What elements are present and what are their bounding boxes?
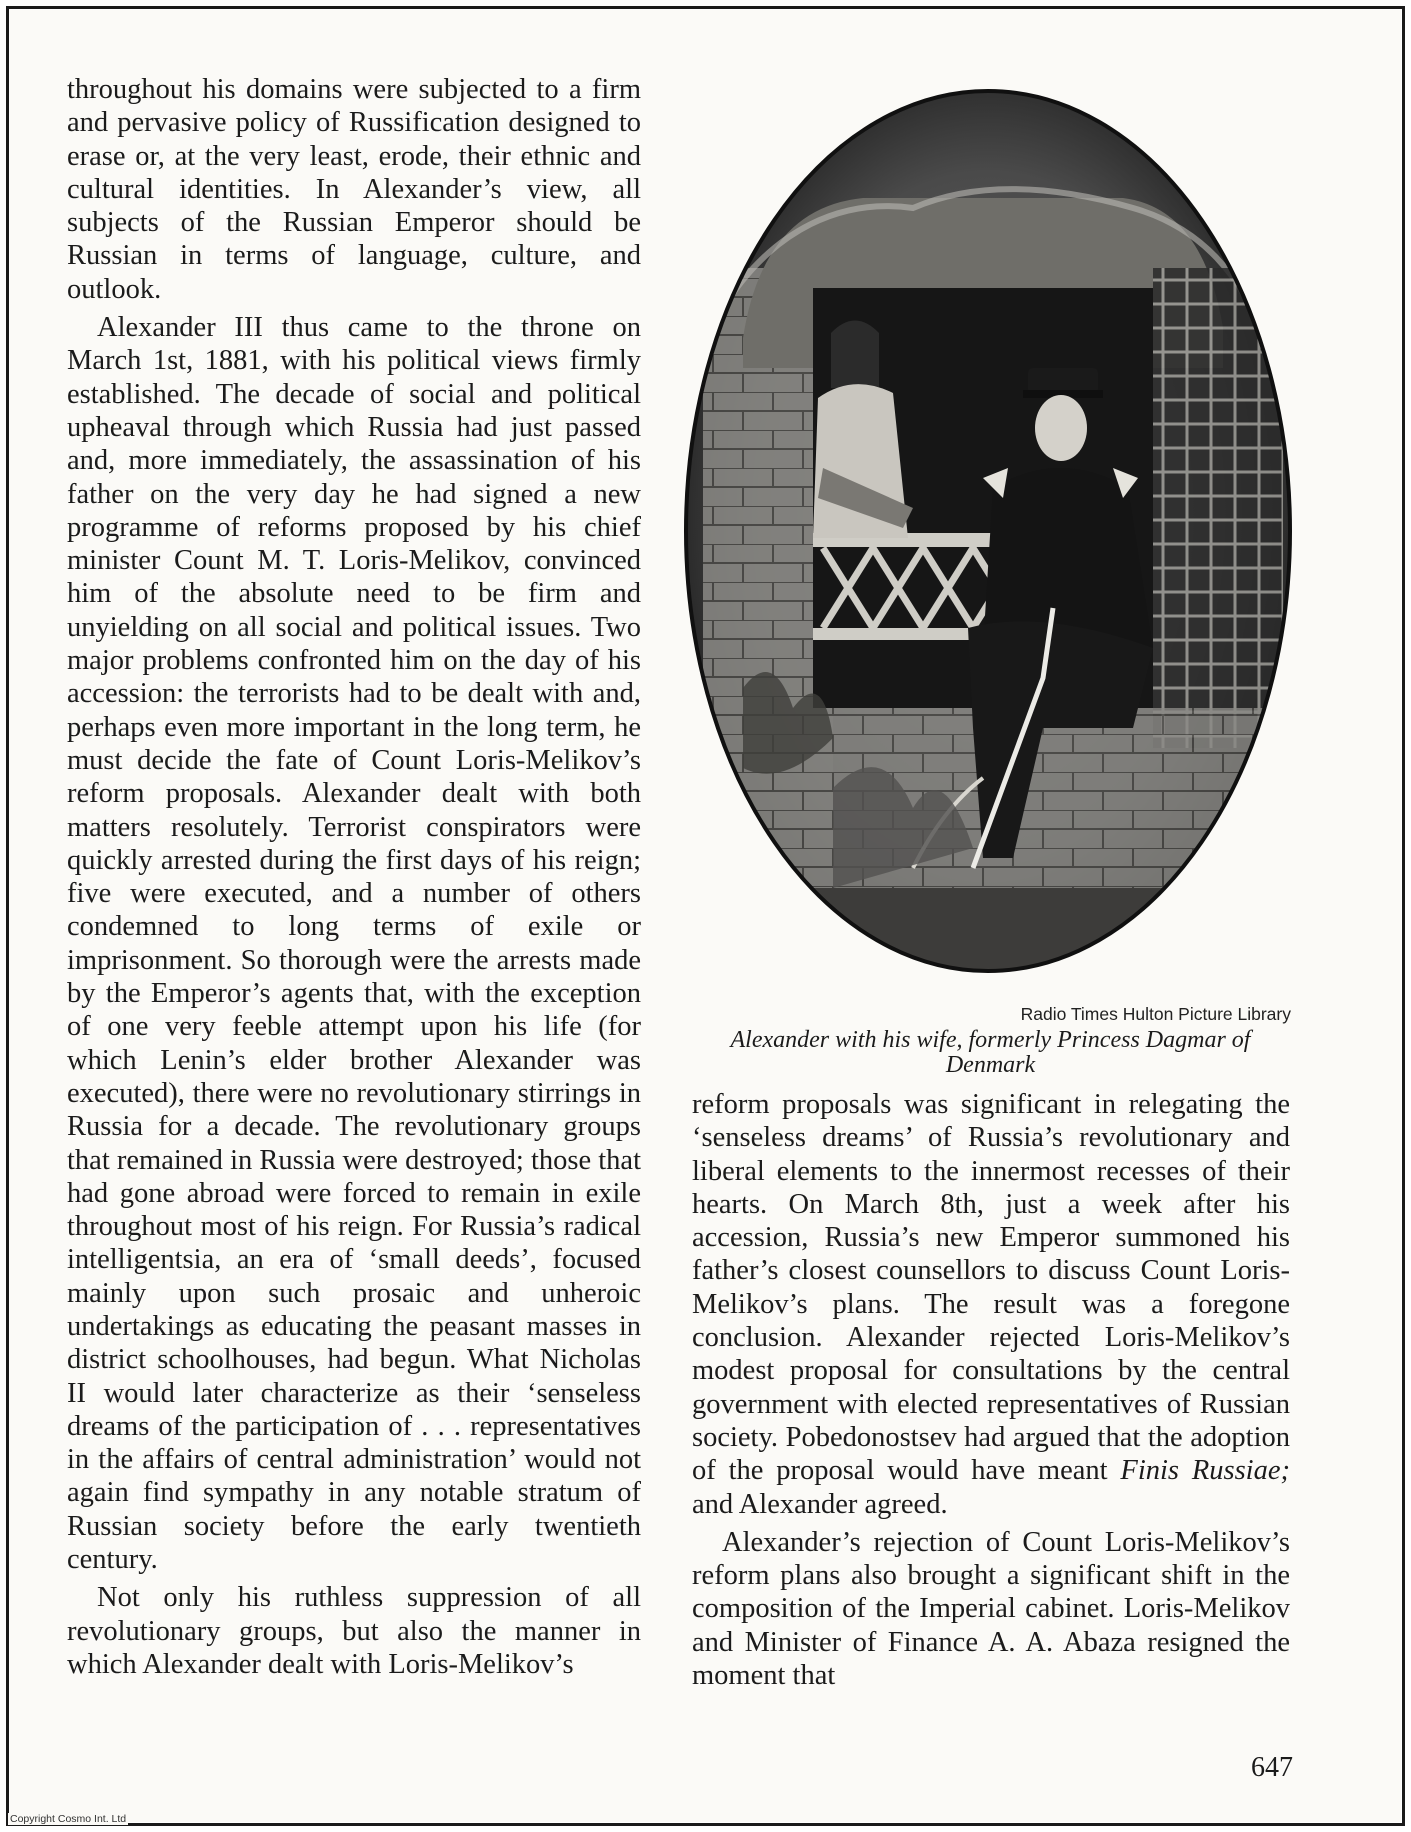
paragraph: throughout his domains were subjected to a firm and pervasive policy of Russification designed to erase or, at the very least, erode, their ethnic and cultural identities. In Alexander’s view, all subjects of the Russian Emperor should be Russian in terms of language, culture, and outlook. xyxy=(67,74,641,305)
paragraph: Alexander III thus came to the throne on March 1st, 1881, with his political views firmly established. The decade of social and political upheaval through which Russia had just passed and, more immediately, the assassination of his father on the very day he had signed a new programme of reforms proposed by his chief minister Count M. T. Loris-Melikov, convinced him of the absolute need to be firm and unyielding on all social and political issues. Two major problems confronted him on the day of his accession: the terrorists had to be dealt with and, perhaps even more important in the long term, he must decide the fate of Count Loris-Melikov’s reform proposals. Alexander dealt with both matters resolutely. Terrorist conspirators were quickly arrested during the first days of his reign; five were executed, and a number of others condemned to long terms of exile or imprisonment. So thorough were the arrests made by the Emperor’s agents that, with the exception of one very feeble attempt upon his life (for which Lenin’s elder brother Alexander was executed), there were no revolutionary stirrings in Russia for a decade. The revolutionary groups that remained in Russia were destroyed; those that had gone abroad were forced to remain in exile throughout most of his reign. For Russia’s radical intelligentsia, an era of ‘small deeds’, focused mainly upon such prosaic and unheroic undertakings as educating the peasant masses in district schoolhouses, had begun. What Nicholas II would later characterize as their ‘senseless dreams of the participation of . . . representatives in the affairs of central administration’ would not again find sympathy in any notable stratum of Russian society before the early twentieth century. xyxy=(67,312,641,1576)
paragraph: Alexander’s rejection of Count Loris-Melikov’s reform plans also brought a significant shift in the composition of the Imperial cabinet. Loris-Melikov and Minister of Finance A. A. Abaza resigned the moment that xyxy=(692,1526,1290,1692)
copyright-notice: Copyright Cosmo Int. Ltd xyxy=(10,1813,127,1825)
left-text-column xyxy=(67,73,641,1681)
latin-phrase: Finis Russiae; xyxy=(1120,1455,1290,1487)
photo-credit: Radio Times Hulton Picture Library xyxy=(1020,1004,1291,1024)
paragraph-text: and Alexander agreed. xyxy=(692,1488,948,1520)
right-text-column xyxy=(692,1088,1290,1692)
paragraph xyxy=(692,1088,1290,1521)
oval-portrait-photo xyxy=(683,88,1293,975)
paragraph-text: reform proposals was significant in relegating the ‘senseless dreams’ of Russia’s revolutionary and liberal elements to the innermost recesses of their hearts. On March 8th, just a week after his accession, Russia’s new Emperor summoned his father’s closest counsellors to discuss Count Loris-Melikov’s plans. The result was a foregone conclusion. Alexander rejected Loris-Melikov’s modest proposal for consultations by the central government with elected representatives of Russian society. Pobedonostsev had argued that the adoption of the proposal would have meant xyxy=(692,1089,1290,1487)
paragraph: Not only his ruthless suppression of all revolutionary groups, but also the manner in which Alexander dealt with Loris-Melikov’s xyxy=(67,1582,641,1680)
photo-caption: Alexander with his wife, formerly Princess Dagmar of Denmark xyxy=(730,1027,1251,1078)
page-number: 647 xyxy=(1251,1752,1293,1783)
